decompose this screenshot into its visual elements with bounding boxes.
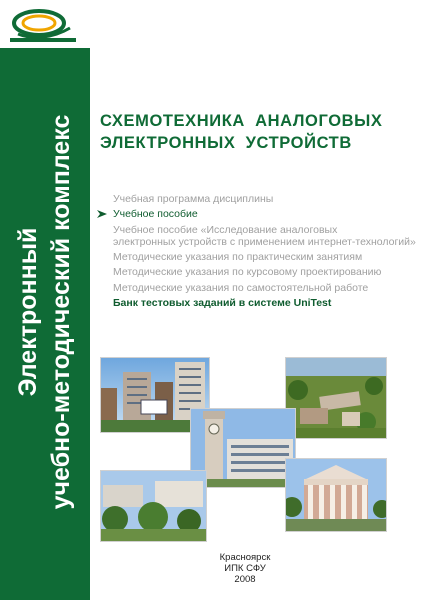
course-title-line2: ЭЛЕКТРОННЫХ УСТРОЙСТВ <box>100 134 352 152</box>
menu-item-unitest[interactable] <box>113 297 418 309</box>
sfu-logo-icon <box>8 4 78 44</box>
campus-photo-aerial <box>285 357 387 439</box>
arrow-right-icon <box>96 208 108 220</box>
campus-photo-columns <box>285 458 387 532</box>
menu-item-coursework[interactable] <box>113 266 418 278</box>
menu-item-textbook[interactable] <box>113 208 418 220</box>
menu-item-label: Учебная программа дисциплины <box>113 193 274 205</box>
course-title <box>100 110 415 154</box>
complex-title-line2: учебно-методический комплекс <box>47 114 75 510</box>
complex-title-line1: Электронный <box>14 227 42 397</box>
menu-item-program[interactable] <box>113 193 418 205</box>
menu-item-label: Методические указания по практическим занятиям <box>113 251 363 264</box>
menu-item-selfstudy[interactable] <box>113 282 418 294</box>
complex-title <box>12 115 78 510</box>
imprint-year: 2008 <box>234 574 256 585</box>
menu-item-label: Учебное пособие «Исследование аналоговых <box>113 223 338 236</box>
menu-item-lab-textbook[interactable] <box>113 224 418 249</box>
menu-item-label: Банк тестовых заданий в системе UniTest <box>113 297 332 310</box>
menu-item-label: Учебное пособие <box>113 208 198 221</box>
materials-menu <box>113 193 418 309</box>
menu-item-label: Методические указания по самостоятельной работе <box>113 281 369 294</box>
menu-item-practice[interactable] <box>113 251 418 263</box>
logo-bar <box>0 0 422 48</box>
menu-item-label: Методические указания по курсовому проектированию <box>113 266 382 279</box>
course-title-line1: СХЕМОТЕХНИКА АНАЛОГОВЫХ <box>100 112 383 130</box>
imprint-publisher: ИПК СФУ <box>224 563 266 574</box>
menu-item-label-cont: электронных устройств с применением интернет-технологий» <box>113 235 416 248</box>
imprint-city: Красноярск <box>219 552 271 563</box>
campus-photo-courtyard <box>100 470 207 542</box>
imprint <box>200 552 290 585</box>
